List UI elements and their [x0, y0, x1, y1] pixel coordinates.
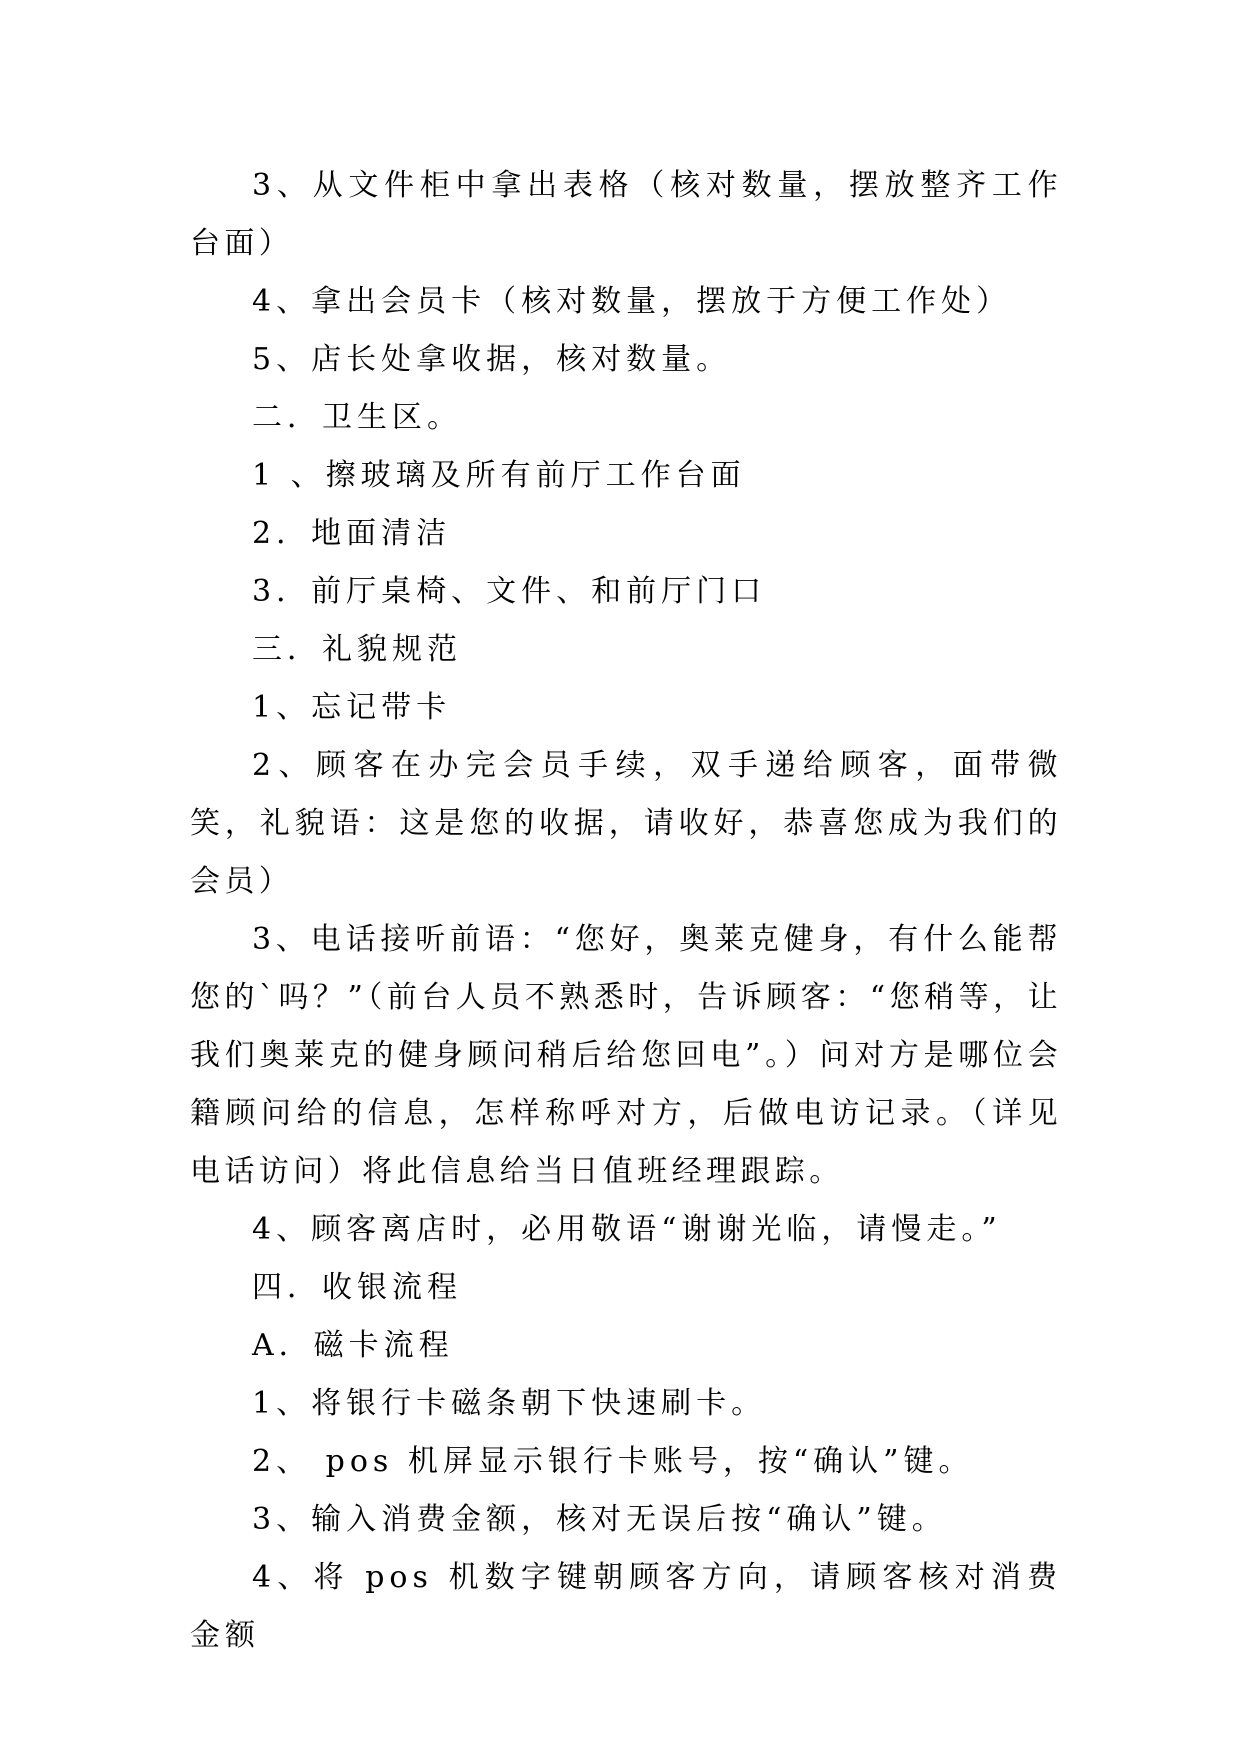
- section-heading: 二．卫生区。: [252, 400, 462, 435]
- paragraph: 3、输入消费金额，核对无误后按“确认”键。: [252, 1502, 947, 1537]
- paragraph: 1、将银行卡磁条朝下快速刷卡。: [252, 1386, 767, 1421]
- paragraph: 2．地面清洁: [252, 516, 452, 551]
- paragraph: 1 、擦玻璃及所有前厅工作台面: [252, 458, 746, 493]
- paragraph: 3．前厅桌椅、文件、和前厅门口: [252, 574, 767, 609]
- paragraph: 4、拿出会员卡（核对数量，摆放于方便工作处）: [252, 284, 1012, 319]
- section-heading: 四．收银流程: [252, 1270, 462, 1305]
- subsection-heading: A．磁卡流程: [252, 1328, 454, 1363]
- paragraph: 3、电话接听前语：“您好，奥莱克健身，有什么能帮您的`吗？”（前台人员不熟悉时，告诉顾客：“您稍等，让我们奥莱克的健身顾问稍后给您回电”。）问对方是哪位会籍顾问给的信息，怎样称呼对方，后做电访记录。（详见电话访问）将此信息给当日值班经理跟踪。: [190, 922, 1062, 1189]
- section-heading: 三．礼貌规范: [252, 632, 462, 667]
- paragraph: 1、忘记带卡: [252, 690, 452, 725]
- paragraph: 3、从文件柜中拿出表格（核对数量，摆放整齐工作台面）: [190, 168, 1062, 261]
- paragraph: 4、将 pos 机数字键朝顾客方向，请顾客核对消费金额: [190, 1560, 1062, 1653]
- document-body: [190, 157, 1062, 1665]
- paragraph: 4、顾客离店时，必用敬语“谢谢光临，请慢走。”: [252, 1212, 1002, 1247]
- paragraph: 2、顾客在办完会员手续，双手递给顾客，面带微笑，礼貌语：这是您的收据，请收好，恭喜您成为我们的会员）: [190, 748, 1062, 899]
- paragraph: 2、 pos 机屏显示银行卡账号，按“确认”键。: [252, 1444, 974, 1479]
- paragraph: 5、店长处拿收据，核对数量。: [252, 342, 732, 377]
